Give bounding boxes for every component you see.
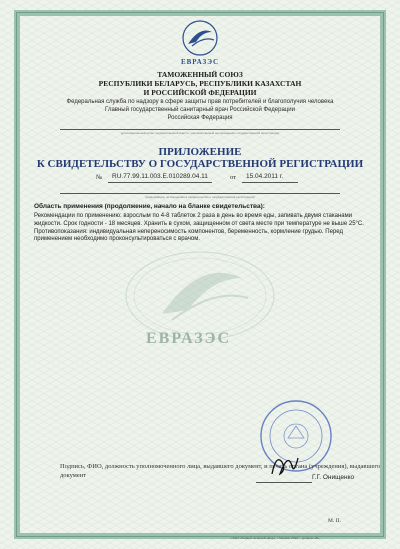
- seal-label: М. П.: [328, 518, 341, 524]
- section-title: Область применения (продолжение, начало на бланке свидетельства):: [34, 203, 265, 210]
- signature-label-text: Подпись, ФИО, должность уполномоченного лица, выдавшего документ, и печать органа (учреждения), выдавшего документ: [60, 463, 381, 479]
- signature-line: [256, 482, 312, 483]
- number-underline: [108, 182, 212, 183]
- union-line-1: ТАМОЖЕННЫЙ СОЮЗ: [157, 70, 243, 79]
- document-title-line-1: ПРИЛОЖЕНИЕ: [158, 146, 242, 158]
- body-fine-print: (информация, не вошедшая в свидетельство о государственной регистрации): [145, 195, 255, 199]
- header-rule: [60, 129, 340, 130]
- date-underline: [242, 182, 298, 183]
- registration-number: RU.77.99.11.003.E.010289.04.11: [112, 173, 208, 180]
- union-line-3: И РОССИЙСКОЙ ФЕДЕРАЦИИ: [143, 88, 257, 97]
- usage-text: Рекомендации по применению: взрослым по 4-8 таблеток 2 раза в день во время еды, запивать двумя стаканами жидкости. Срок годности - 18 месяцев. Хранить в сухом, защищенном от света месте при температуре не выше 25°С. Противопоказания: индивидуальная непереносимость компонентов, беременность, кормление грудью. Перед применением необходимо проконсультироваться с врачом.: [34, 213, 364, 243]
- service-line-3: Российская Федерация: [167, 115, 233, 121]
- registration-date: 15.04.2011 г.: [246, 173, 284, 180]
- union-line-2: РЕСПУБЛИКИ БЕЛАРУСЬ, РЕСПУБЛИКИ КАЗАХСТАН: [98, 79, 302, 88]
- body-rule: [60, 193, 340, 194]
- printer-footer: « ЗАО «Первый печатный двор», г. Москва, 2010 г., уровень «В»: [230, 536, 320, 540]
- document-title-line-2: К СВИДЕТЕЛЬСТВУ О ГОСУДАРСТВЕННОЙ РЕГИСТРАЦИИ: [36, 158, 364, 170]
- evrazes-emblem-icon: [178, 18, 222, 58]
- number-label: №: [96, 174, 103, 181]
- header-fine-print: (уполномоченный орган государственной власти, уполномоченный на проведение государственной регистрации): [120, 131, 280, 135]
- watermark-text: ЕВРАЗЭС: [146, 330, 232, 347]
- date-label: от: [230, 174, 237, 181]
- handwritten-signature-icon: [268, 448, 302, 480]
- logo-text: ЕВРАЗЭС: [180, 58, 220, 66]
- service-line-2: Главный государственный санитарный врач Российской Федерации: [105, 107, 295, 113]
- signer-name: Г.Г. Онищенко: [312, 474, 355, 481]
- service-line-1: Федеральная служба по надзору в сфере защиты прав потребителей и благополучия человека: [66, 99, 334, 105]
